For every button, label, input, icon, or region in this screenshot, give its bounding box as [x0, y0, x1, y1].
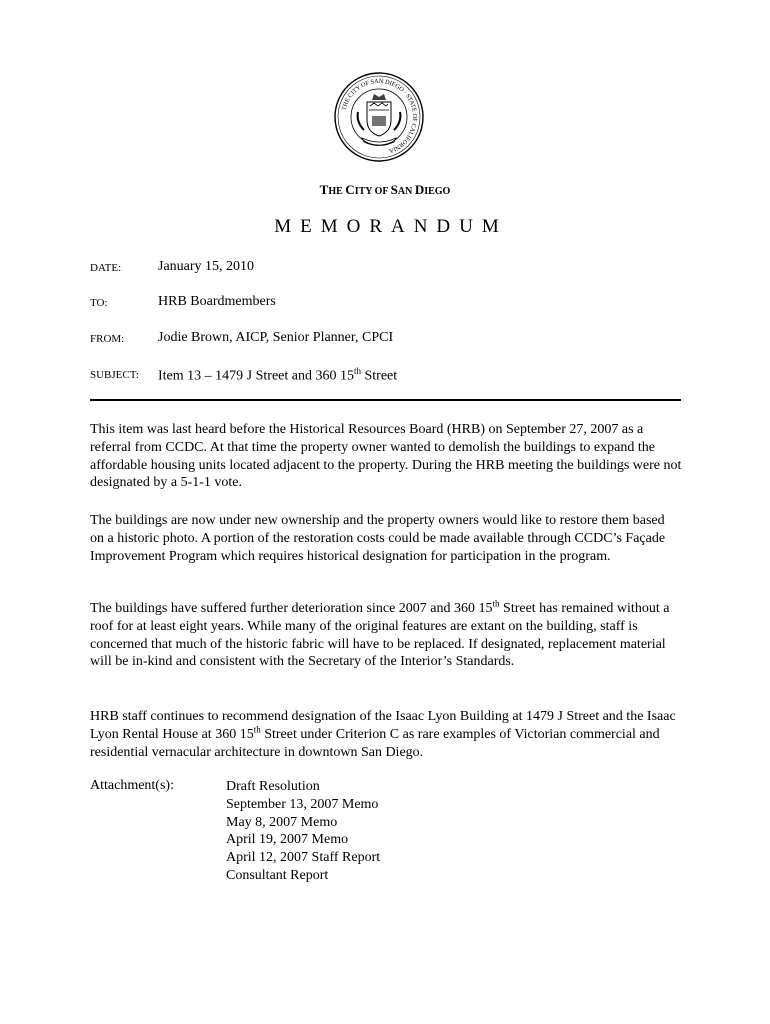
attachment-item: September 13, 2007 Memo	[226, 796, 379, 812]
svg-text:THE CITY OF SAN DIEGO · STATE: THE CITY OF SAN DIEGO · STATE OF CALIFORNIA	[340, 77, 419, 155]
to-value: HRB Boardmembers	[158, 294, 276, 309]
agency-name: THE CITY OF SAN DIEGO	[319, 182, 451, 197]
from-value: Jodie Brown, AICP, Senior Planner, CPCI	[158, 330, 394, 345]
attachment-item: April 12, 2007 Staff Report	[226, 850, 381, 866]
subject-label: SUBJECT:	[90, 369, 139, 381]
attachment-item: Draft Resolution	[226, 779, 320, 794]
body-paragraph-4: HRB staff continues to recommend designation of the Isaac Lyon Building at 1479 J Street and the Isaac Lyon Rental House at 360 15th Street under Criterion C as rare examples of Victorian commercial and residential vernacular architecture in downtown San Diego.	[90, 709, 676, 760]
memorandum-title: MEMORANDUM	[274, 216, 508, 237]
body-paragraph-3: The buildings have suffered further deterioration since 2007 and 360 15th Street has remained without a roof for at least eight years. While many of the original features are extant on the building, staff is concerned that much of the historic fabric will have to be replaced. If designated, replacement material will be in-kind and consistent with the Secretary of the Interior’s Standards.	[90, 598, 670, 670]
attachment-item: Consultant Report	[226, 867, 329, 883]
city-seal-logo	[334, 72, 424, 162]
to-label: TO:	[90, 297, 108, 309]
attachment-item: May 8, 2007 Memo	[226, 814, 338, 830]
body-paragraph-1: This item was last heard before the Historical Resources Board (HRB) on September 27, 2007 as a referral from CCDC. At that time the property owner wanted to demolish the buildings to expand the affordable housing units located adjacent to the property. During the HRB meeting the buildings were not designated by a 5-1-1 vote.	[90, 422, 682, 491]
subject-value: Item 13 – 1479 J Street and 360 15th Street	[158, 366, 398, 384]
header-divider	[90, 399, 681, 401]
attachment-item: April 19, 2007 Memo	[226, 832, 349, 848]
date-label: DATE:	[90, 262, 122, 274]
attachments-label: Attachment(s):	[90, 778, 174, 793]
date-value: January 15, 2010	[158, 259, 255, 274]
from-label: FROM:	[90, 333, 125, 345]
body-paragraph-2: The buildings are now under new ownership and the property owners would like to restore them based on a historic photo. A portion of the restoration costs could be made available through CCDC’s Façade Improvement Program which requires historical designation for participation in the program.	[90, 513, 666, 564]
attachments-list	[226, 778, 380, 885]
